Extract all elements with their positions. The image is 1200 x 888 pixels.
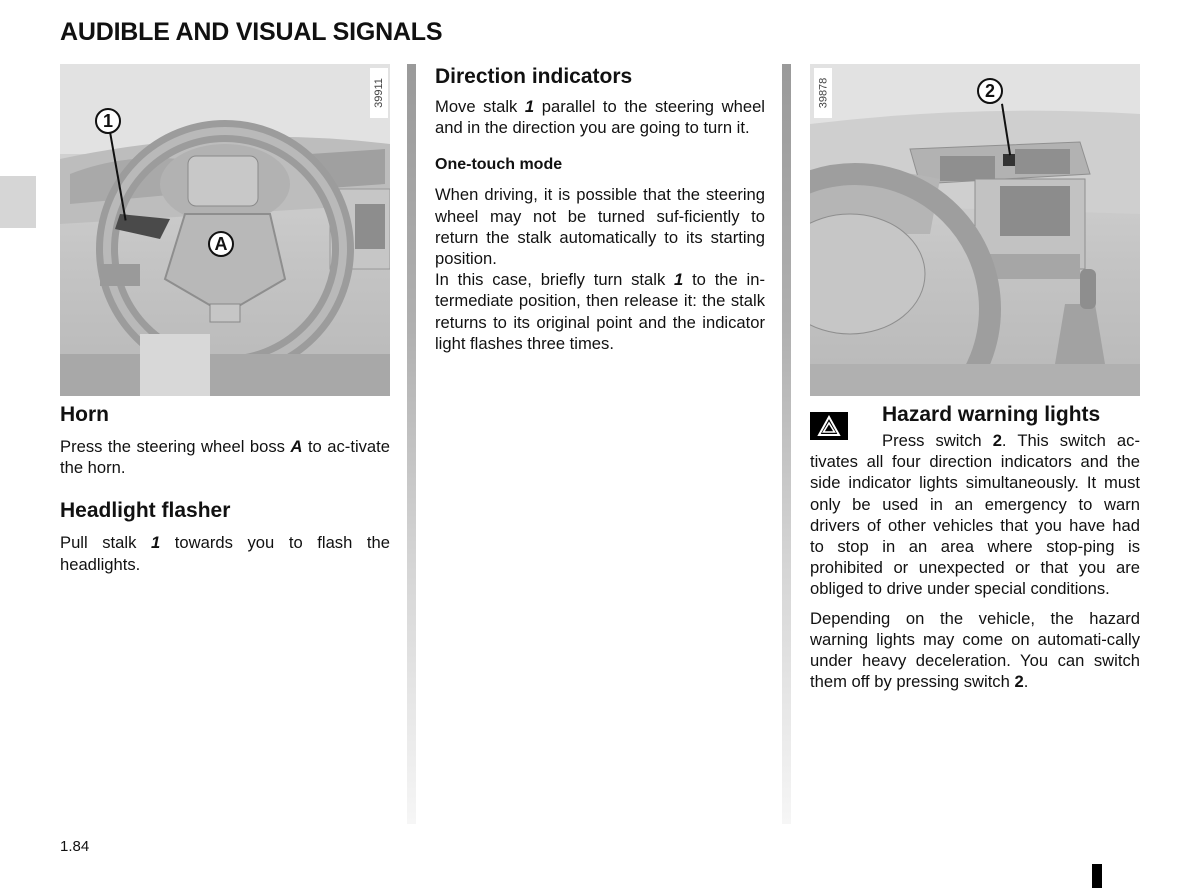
one-touch-text-1: When driving, it is possible that the steering wheel may not be turned suf-ficiently to return the stalk automatically to its starting position. xyxy=(435,185,765,269)
dashboard-illustration xyxy=(810,64,1140,396)
figure-code: 39911 xyxy=(370,68,388,118)
hazard-triangle-icon xyxy=(810,412,848,440)
column-divider-left xyxy=(407,64,416,824)
page-title: AUDIBLE AND VISUAL SIGNALS xyxy=(60,18,443,46)
right-column xyxy=(810,64,1140,692)
hazard-heading: Hazard warning lights xyxy=(882,403,1101,426)
column-divider-right xyxy=(782,64,791,824)
callout-1: 1 xyxy=(95,108,121,134)
figure-code: 39878 xyxy=(814,68,832,118)
hazard-section xyxy=(810,400,1140,692)
horn-text: Press the steering wheel boss A to ac-tivate the horn. xyxy=(60,437,390,478)
hazard-text: Press switch 2. This switch ac-tivates all four direction indicators and the side indicator lights simultaneously. It must only be used in an emergency to warn drivers of other vehicles that you have had to stop in an area where stop-ping is prohibited or unexpected or that you are obliged to drive under special conditions. xyxy=(810,431,1140,599)
page-number: 1.84 xyxy=(60,838,90,855)
page-edge-marker xyxy=(1092,864,1102,888)
direction-indicators-heading: Direction indicators xyxy=(435,65,633,88)
direction-indicators-text: Move stalk 1 parallel to the steering wheel and in the direction you are going to turn it. xyxy=(435,97,765,138)
callout-a: A xyxy=(208,231,234,257)
horn-heading: Horn xyxy=(60,403,109,426)
hazard-auto-text: Depending on the vehicle, the hazard warning lights may come on automati-cally under heavy deceleration. You can switch them off by pressing switch 2. xyxy=(810,608,1140,692)
headlight-flasher-text: Pull stalk 1 towards you to flash the headlights. xyxy=(60,533,390,574)
horn-section xyxy=(60,402,390,478)
dashboard-figure xyxy=(810,64,1140,396)
headlight-flasher-heading: Headlight flasher xyxy=(60,499,231,523)
callout-2: 2 xyxy=(977,78,1003,104)
one-touch-text-2: In this case, briefly turn stalk 1 to the in-termediate position, then release it: the stalk returns to its original point and the indicator light flashes three times. xyxy=(435,270,765,353)
steering-wheel-figure xyxy=(60,64,390,396)
chapter-tab xyxy=(0,176,36,228)
one-touch-heading: One-touch mode xyxy=(435,156,563,174)
middle-column xyxy=(435,64,765,354)
headlight-flasher-section xyxy=(60,498,390,574)
left-column xyxy=(60,64,390,575)
